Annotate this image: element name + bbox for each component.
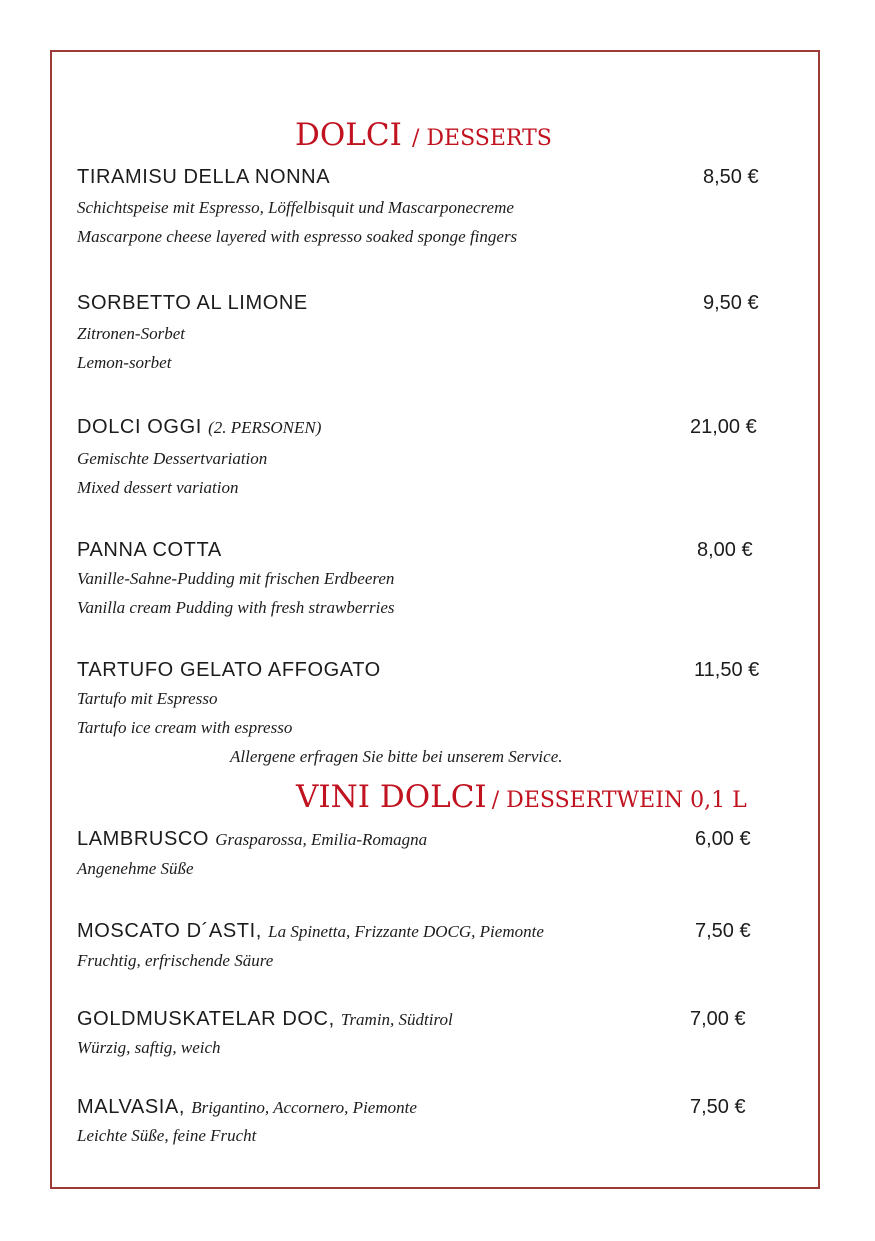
- dessert-item-desc-en: Vanilla cream Pudding with fresh strawberries: [77, 598, 395, 617]
- wine-item-name: [77, 921, 544, 941]
- wine-item-name-text: GOLDMUSKATELAR DOC,: [77, 1008, 335, 1030]
- dessert-item-desc-de: Zitronen-Sorbet: [77, 324, 185, 343]
- dessert-item-desc-de: Tartufo mit Espresso: [77, 689, 218, 708]
- wines-heading: [296, 779, 747, 815]
- dessert-item-desc-de: Vanille-Sahne-Pudding mit frischen Erdbeeren: [77, 569, 395, 588]
- wine-item-price: 6,00 €: [695, 828, 751, 850]
- wine-item-price: 7,50 €: [695, 920, 751, 942]
- dessert-item-name: [77, 417, 321, 437]
- dessert-item-name: TIRAMISU DELLA NONNA: [77, 166, 331, 188]
- wine-item-price: 7,50 €: [690, 1096, 746, 1118]
- dessert-item-name: PANNA COTTA: [77, 539, 222, 561]
- dessert-item-desc-en: Mascarpone cheese layered with espresso soaked sponge fingers: [77, 227, 518, 246]
- dessert-item-name: SORBETTO AL LIMONE: [77, 292, 308, 314]
- dessert-item-name-note: (2. PERSONEN): [208, 418, 322, 437]
- dessert-item-price: 9,50 €: [703, 292, 759, 314]
- desserts-title: DOLCI: [295, 117, 402, 153]
- dessert-item-name-text: DOLCI OGGI: [77, 416, 202, 438]
- dessert-item-desc-en: Tartufo ice cream with espresso: [77, 718, 293, 737]
- wine-item-origin: Tramin, Südtirol: [340, 1010, 453, 1029]
- dessert-item-price: 21,00 €: [690, 416, 757, 438]
- wines-subtitle: / DESSERTWEIN 0,1 L: [491, 788, 747, 813]
- wine-item-name: [77, 1009, 453, 1029]
- wine-item-desc: Fruchtig, erfrischende Säure: [77, 951, 274, 970]
- dessert-item-desc-en: Lemon-sorbet: [77, 353, 172, 372]
- wine-item-name-text: LAMBRUSCO: [77, 828, 210, 850]
- wines-title: VINI DOLCI: [296, 779, 487, 815]
- wine-item-name: [77, 829, 427, 849]
- dessert-item-desc-en: Mixed dessert variation: [77, 478, 239, 497]
- wine-item-desc: Angenehme Süße: [77, 859, 194, 878]
- allergen-note: Allergene erfragen Sie bitte bei unserem Service.: [230, 747, 563, 766]
- wine-item-name: [77, 1097, 417, 1117]
- wine-item-origin: Grasparossa, Emilia-Romagna: [215, 830, 428, 849]
- dessert-item-name: TARTUFO GELATO AFFOGATO: [77, 659, 381, 681]
- dessert-item-desc-de: Gemischte Dessertvariation: [77, 449, 268, 468]
- dessert-item-price: 8,50 €: [703, 166, 759, 188]
- dessert-item-price: 11,50 €: [694, 659, 760, 681]
- wine-item-origin: Brigantino, Accornero, Piemonte: [191, 1098, 417, 1117]
- wine-item-origin: La Spinetta, Frizzante DOCG, Piemonte: [268, 922, 544, 941]
- wine-item-desc: Leichte Süße, feine Frucht: [77, 1126, 257, 1145]
- desserts-heading: [295, 117, 552, 153]
- wine-item-desc: Würzig, saftig, weich: [77, 1038, 221, 1057]
- dessert-item-desc-de: Schichtspeise mit Espresso, Löffelbisquit und Mascarponecreme: [77, 198, 514, 217]
- wine-item-name-text: MOSCATO D´ASTI,: [77, 920, 262, 942]
- dessert-item-price: 8,00 €: [697, 539, 753, 561]
- wine-item-price: 7,00 €: [690, 1008, 746, 1030]
- desserts-subtitle: / DESSERTS: [412, 126, 552, 151]
- wine-item-name-text: MALVASIA,: [77, 1096, 186, 1118]
